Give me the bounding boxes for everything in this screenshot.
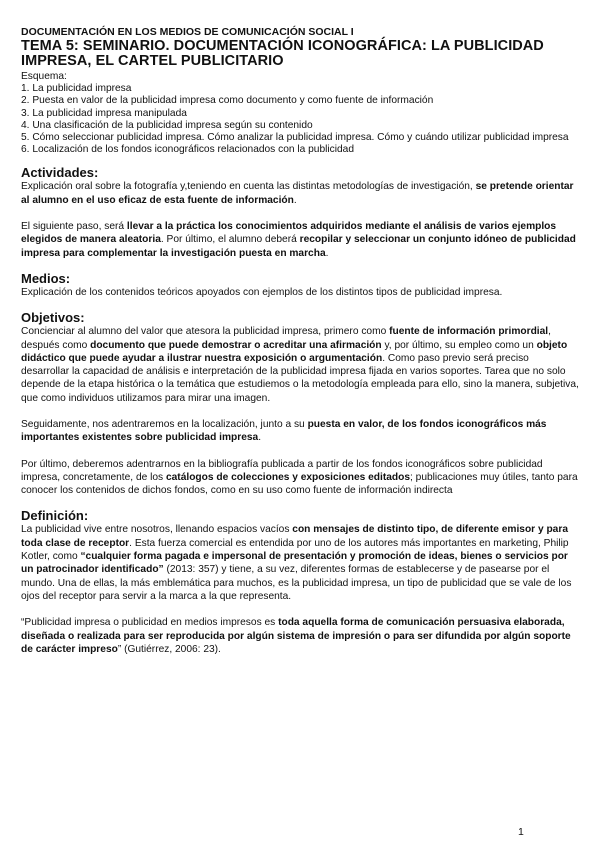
page-title: TEMA 5: SEMINARIO. DOCUMENTACIÓN ICONOGRÁFICA: LA PUBLICIDAD IMPRESA, EL CARTEL PUBLICITARIO	[21, 38, 544, 69]
section-heading-actividades: Actividades:	[21, 165, 99, 181]
page-number: 1	[518, 826, 524, 838]
section-heading-medios: Medios:	[21, 270, 71, 286]
definicion-paragraph-1: La publicidad vive entre nosotros, llenando espacios vacíos con mensajes de distinto tipo, de diferente emisor y para toda clase de receptor. Esta fuerza comercial es entendida por uno de los autores más importantes en marketing, Philip Kotler, como “cualquier forma pagada e impersonal de presentación y promoción de ideas, bienes o servicios por un patrocinador identificado” (2013: 357) y tiene, a su vez, diferentes formas de establecerse y de pasearse por el mundo. Una de ellas, la más emblemática para muchos, es la publicidad impresa, un tipo de publicidad que se vale de los ojos del receptor para servir a la marca a la que representa.	[21, 524, 572, 602]
outline-item: 5. Cómo seleccionar publicidad impresa. Cómo analizar la publicidad impresa. Cómo y cuándo utilizar publicidad impresa	[21, 132, 569, 144]
outline	[21, 71, 579, 156]
outline-item: 1. La publicidad impresa	[21, 83, 132, 95]
outline-item: 3. La publicidad impresa manipulada	[21, 107, 187, 119]
outline-label: Esquema:	[21, 71, 67, 82]
medios-paragraph: Explicación de los contenidos teóricos apoyados con ejemplos de los distintos tipos de publicidad impresa.	[21, 286, 503, 298]
actividades-paragraph-2: El siguiente paso, será llevar a la práctica los conocimientos adquiridos mediante el análisis de varios ejemplos elegidos de manera aleatoria. Por último, el alumno deberá recopilar y seleccionar un conjunto idóneo de publicidad impresa para complementar la investigación puesta en marcha.	[21, 221, 576, 259]
outline-item: 6. Localización de los fondos iconográficos relacionados con la publicidad	[21, 144, 355, 156]
outline-item: 4. Una clasificación de la publicidad impresa según su contenido	[21, 119, 313, 131]
definicion-paragraph-2: “Publicidad impresa o publicidad en medios impresos es toda aquella forma de comunicación persuasiva elaborada, diseñada o realizada para ser reproducida por algún sistema de impresión o para ser difundida por algún soporte de carácter impreso” (Gutiérrez, 2006: 23).	[21, 617, 571, 655]
document-page	[21, 26, 579, 656]
actividades-paragraph-1: Explicación oral sobre la fotografía y,teniendo en cuenta las distintas metodologías de investigación, se pretende orientar al alumno en el uso eficaz de esta fuente de información.	[21, 181, 574, 206]
objetivos-paragraph-2: Seguidamente, nos adentraremos en la localización, junto a su puesta en valor, de los fondos iconográficos más importantes existentes sobre publicidad impresa.	[21, 418, 547, 444]
objetivos-paragraph-3: Por último, deberemos adentrarnos en la bibliografía publicada a partir de los fondos iconográficos sobre publicidad impresa, concretamente, de los catálogos de colecciones y exposiciones editados; publicaciones muy útiles, tanto para conocer los contenidos de dichos fondos, como en su uso como fuente de información indirecta	[21, 458, 578, 497]
objetivos-paragraph-1: Concienciar al alumno del valor que atesora la publicidad impresa, primero como fuente de información primordial, después como documento que puede demostrar o acreditar una afirmación y, por último, su empleo como un objeto didáctico que puede ayudar a ilustrar nuestra exposición o argumentación. Como paso previo será preciso desarrollar la capacidad de análisis e interpretación de la publicidad impresa fijada en varios soportes. Tarea que no solo depende de la etapa histórica o la temática que estudiemos o la metodología empleada para ello, sino la manera, subjetiva, que como individuos utilizamos para mirar una imagen.	[21, 326, 579, 404]
course-title: DOCUMENTACIÓN EN LOS MEDIOS DE COMUNICACIÓN SOCIAL I	[21, 26, 354, 38]
outline-item: 2. Puesta en valor de la publicidad impresa como documento y como fuente de información	[21, 95, 434, 107]
section-heading-objetivos: Objetivos:	[21, 310, 85, 326]
section-heading-definicion: Definición:	[21, 508, 89, 524]
